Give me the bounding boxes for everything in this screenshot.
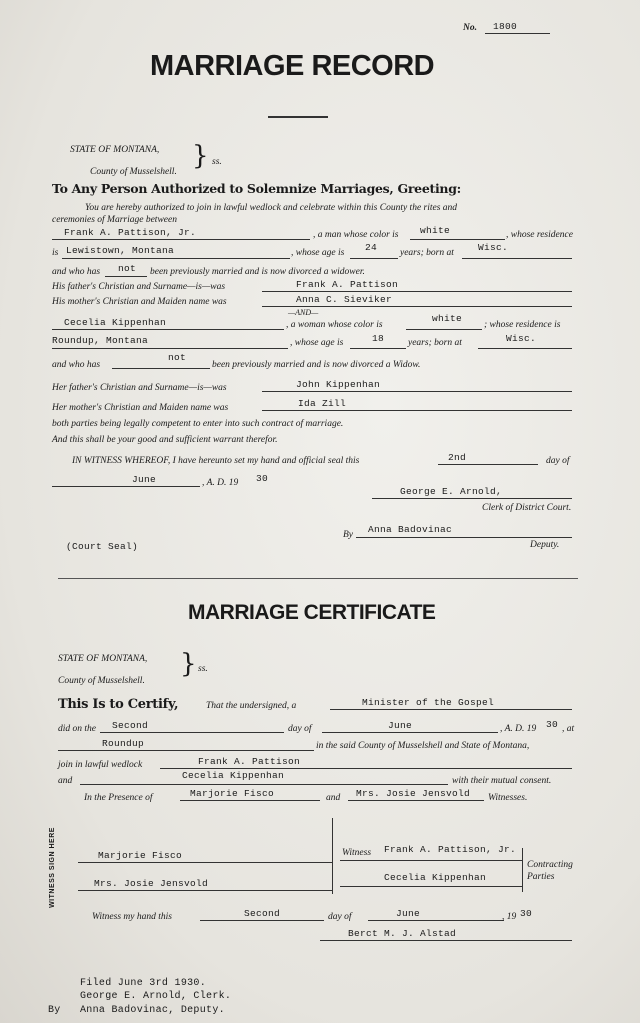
bride-residence-label: ; whose residence is (484, 320, 561, 330)
record-month-line (52, 486, 200, 487)
cert-brace: } (180, 649, 197, 679)
groom-residence: Lewistown, Montana (66, 245, 175, 256)
prev-married-label: been previously married and is now divorced a widower. (150, 267, 365, 277)
bride-mother: Ida Zill (298, 398, 347, 409)
bride-birthplace-line (478, 348, 572, 349)
signature-witness-1-line (78, 862, 332, 863)
parties-label: Parties (527, 872, 555, 882)
hand-month: June (396, 908, 421, 919)
filing-deputy: Anna Badovinac, Deputy. (80, 1005, 225, 1016)
who-has-label: and who has (52, 267, 101, 277)
undersigned-label: That the undersigned, a (206, 701, 297, 711)
bride-father-line (262, 391, 572, 392)
residence-label: , whose residence (506, 230, 573, 240)
record-year: 30 (256, 473, 269, 484)
record-ad-label: , A. D. 19 (202, 478, 239, 488)
court-seal: (Court Seal) (66, 541, 139, 552)
bride-who-has-label: and who has (52, 360, 101, 370)
cert-ss: ss. (198, 664, 208, 674)
cert-day: Second (112, 720, 149, 731)
cert-groom: Frank A. Pattison (198, 756, 301, 767)
officiant-name-line (320, 940, 572, 941)
witness-sign-here-text: WITNESS SIGN HERE (48, 827, 56, 908)
cert-day-line (100, 732, 284, 733)
bride-prev-label: been previously married and is now divorced a Widow. (212, 360, 421, 370)
contracting-bracket (522, 848, 523, 892)
signature-groom: Frank A. Pattison, Jr. (384, 844, 517, 855)
cert-at-label: , at (562, 724, 575, 734)
witness-hand-label: Witness my hand this (92, 912, 172, 922)
clerk-name: George E. Arnold, (400, 486, 503, 497)
groom-color-line (410, 239, 505, 240)
bride-residence-line (52, 348, 288, 349)
title-ornament (268, 116, 328, 118)
number-line (485, 33, 550, 34)
cert-state: STATE OF MONTANA, (58, 654, 148, 664)
hand-month-line (368, 920, 504, 921)
signature-witness-1: Marjorie Fisco (98, 850, 183, 861)
signature-bride: Cecelia Kippenhan (384, 872, 487, 883)
mother-label: His mother's Christian and Maiden name was (52, 297, 227, 307)
record-ss: ss. (212, 157, 222, 167)
cert-county: County of Musselshell. (58, 676, 145, 686)
bride-born-label: years; born at (408, 338, 462, 348)
man-color-label: , a man whose color is (313, 230, 399, 240)
certificate-title: MARRIAGE CERTIFICATE (188, 601, 436, 624)
deputy-line (356, 537, 572, 538)
record-state: STATE OF MONTANA, (70, 145, 160, 155)
deputy-name: Anna Badovinac (368, 524, 453, 535)
and-divider: —AND— (288, 308, 319, 317)
intro-line-1: You are hereby authorized to join in lawful wedlock and celebrate within this County the rites and (85, 203, 458, 213)
record-county: County of Musselshell. (90, 167, 177, 177)
hand-year-label: , 19 (502, 912, 517, 922)
groom-father-line (262, 291, 572, 292)
signature-witness-2-line (78, 890, 332, 891)
groom-father: Frank A. Pattison (296, 279, 399, 290)
hand-day-line (200, 920, 324, 921)
groom-birthplace-line (462, 258, 572, 259)
contracting-label: Contracting (527, 860, 573, 870)
signature-witness-2: Mrs. Josie Jensvold (94, 878, 209, 889)
warrant-text: And this shall be your good and sufficient warrant therefor. (52, 435, 278, 445)
is-label: is (52, 248, 59, 258)
hand-day-of-label: day of (328, 912, 352, 922)
presence-witness-2: Mrs. Josie Jensvold (356, 788, 471, 799)
bride-color: white (432, 313, 463, 324)
cert-month: June (388, 720, 413, 731)
record-brace: } (192, 141, 209, 171)
groom-birthplace: Wisc. (478, 242, 509, 253)
intro-line-2: ceremonies of Marriage between (52, 215, 177, 225)
deputy-title: Deputy. (530, 540, 560, 550)
certify-heading: This Is to Certify, (58, 697, 179, 712)
cert-bride: Cecelia Kippenhan (182, 770, 285, 781)
record-number-label: No. (463, 23, 477, 33)
filing-by: By (48, 1005, 61, 1016)
presence-witness-1-line (180, 800, 320, 801)
record-title: MARRIAGE RECORD (150, 50, 435, 82)
bride-previously: not (168, 352, 187, 363)
filed-line: Filed June 3rd 1930. (80, 978, 207, 989)
record-day: 2nd (448, 452, 467, 463)
cert-month-line (322, 732, 498, 733)
bride-residence: Roundup, Montana (52, 335, 149, 346)
witnesses-label: Witnesses. (488, 793, 528, 803)
woman-color-label: , a woman whose color is (286, 320, 383, 330)
signature-groom-line (340, 860, 522, 861)
record-greeting: To Any Person Authorized to Solemnize Marriages, Greeting: (52, 181, 461, 196)
bride-color-line (406, 329, 482, 330)
presence-and-label: and (326, 793, 341, 803)
cert-and-label: and (58, 776, 73, 786)
bride-mother-line (262, 410, 572, 411)
bride-name: Cecelia Kippenhan (64, 317, 167, 328)
did-on-label: did on the (58, 724, 96, 734)
competent-text: both parties being legally competent to enter into such contract of marriage. (52, 419, 344, 429)
her-father-label: Her father's Christian and Surname—is—was (52, 383, 227, 393)
record-day-line (438, 464, 538, 465)
groom-mother-line (262, 306, 572, 307)
groom-prev-line (105, 276, 147, 277)
groom-age-line (350, 258, 398, 259)
signature-bride-line (340, 886, 522, 887)
record-month: June (132, 474, 157, 485)
presence-label: In the Presence of (84, 793, 153, 803)
clerk-title: Clerk of District Court. (482, 503, 572, 513)
her-mother-label: Her mother's Christian and Maiden name was (52, 403, 229, 413)
witness-sign-here-label (48, 820, 70, 924)
cert-day-of-label: day of (288, 724, 312, 734)
officiant-name: Berct M. J. Alstad (348, 928, 457, 939)
groom-name: Frank A. Pattison, Jr. (64, 227, 197, 238)
cert-year: 30 (546, 719, 559, 730)
cert-place-line (58, 750, 314, 751)
record-number: 1800 (493, 21, 518, 32)
bride-age-label: , whose age is (290, 338, 344, 348)
cert-groom-line (160, 768, 572, 769)
section-divider (58, 578, 578, 579)
bride-father: John Kippenhan (296, 379, 381, 390)
witness-whereof: IN WITNESS WHEREOF, I have hereunto set my hand and official seal this (72, 456, 360, 466)
bride-birthplace: Wisc. (506, 333, 537, 344)
groom-previously: not (118, 263, 137, 274)
bride-prev-line (112, 368, 210, 369)
record-day-of-label: day of (546, 456, 570, 466)
age-label: , whose age is (291, 248, 345, 258)
bride-age: 18 (372, 333, 385, 344)
officiant-title: Minister of the Gospel (362, 697, 495, 708)
record-by-label: By (343, 530, 354, 540)
groom-age: 24 (365, 242, 378, 253)
hand-year: 30 (520, 908, 533, 919)
presence-witness-1: Marjorie Fisco (190, 788, 275, 799)
bride-age-line (350, 348, 406, 349)
filing-clerk: George E. Arnold, Clerk. (80, 991, 232, 1002)
father-label: His father's Christian and Surname—is—was (52, 282, 226, 292)
cert-bride-line (80, 784, 448, 785)
cert-ad-label: , A. D. 19 (500, 724, 537, 734)
consent-text: with their mutual consent. (452, 776, 552, 786)
groom-name-line (52, 239, 310, 240)
bride-name-line (52, 329, 284, 330)
witness-word: Witness (342, 848, 372, 858)
groom-color: white (420, 225, 451, 236)
presence-witness-2-line (348, 800, 484, 801)
years-born-label: years; born at (400, 248, 454, 258)
cert-place: Roundup (102, 738, 145, 749)
groom-mother: Anna C. Sieviker (296, 294, 393, 305)
officiant-title-line (330, 709, 572, 710)
hand-day: Second (244, 908, 281, 919)
clerk-line (372, 498, 572, 499)
groom-residence-line (62, 258, 290, 259)
cert-county-text: in the said County of Musselshell and State of Montana, (316, 741, 530, 751)
join-label: join in lawful wedlock (58, 760, 143, 770)
signature-divider (332, 818, 333, 894)
